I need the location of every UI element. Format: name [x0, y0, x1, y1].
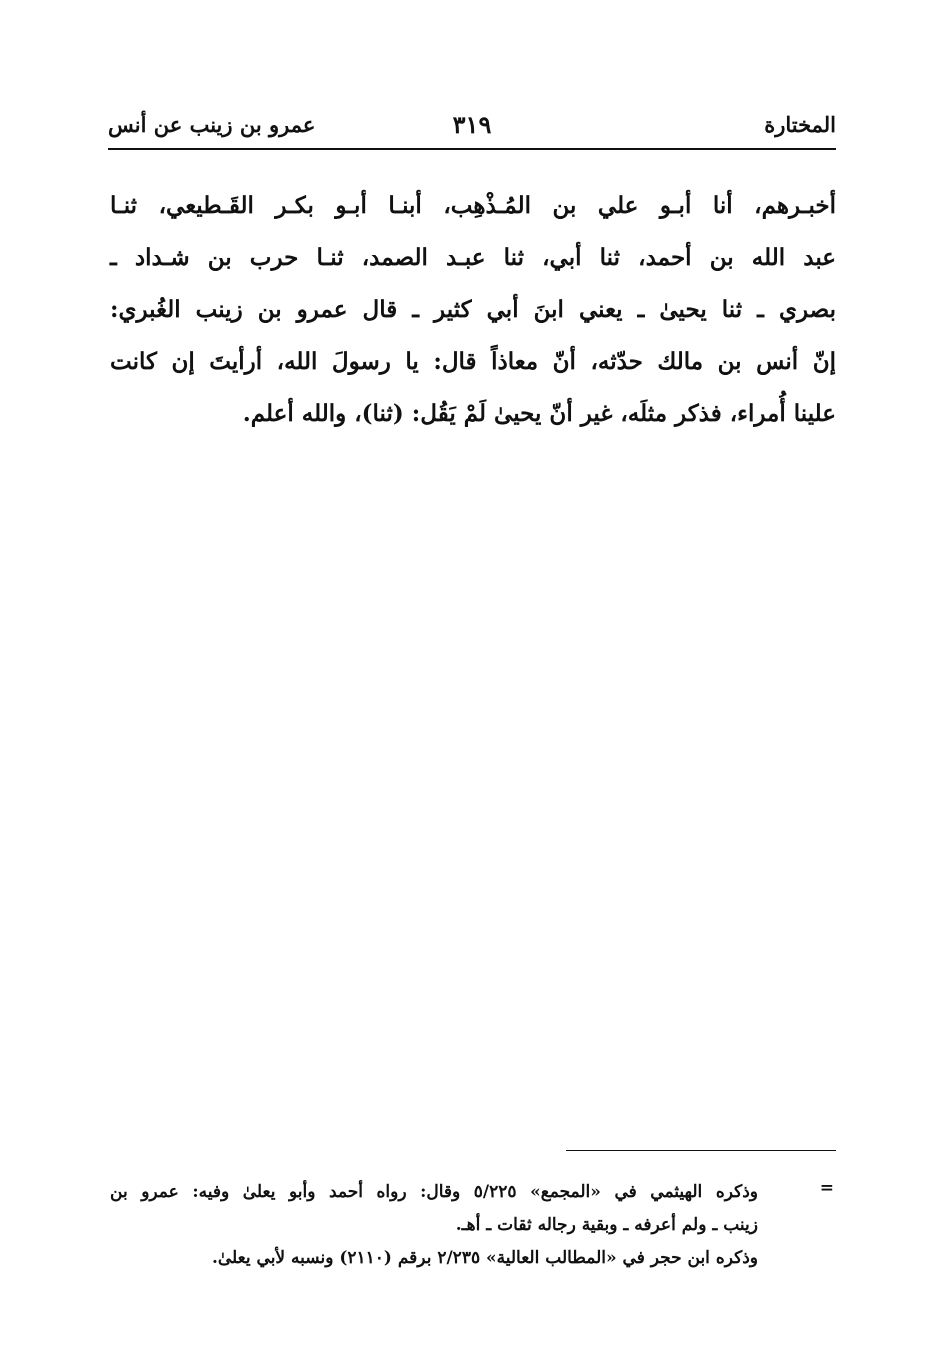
footnote-divider — [566, 1150, 836, 1151]
text-line: علينا أُمراء، فذكر مثلَه، غير أنّ يحيىٰ لَمْ يَقُل: (ثنا)، والله أعلم. — [242, 400, 836, 427]
text-line: عبد الله بن أحمد، ثنا أبي، ثنا عبـد الصمد، ثنـا حرب بن شـداد ـ — [110, 244, 836, 271]
text-line: بصري ـ ثنا يحيىٰ ـ يعني ابنَ أبي كثير ـ قال عمرو بن زينب الغُبري: — [110, 296, 836, 323]
header-divider — [108, 148, 836, 150]
book-title: المختارة — [764, 112, 836, 137]
page-number: ٣١٩ — [452, 110, 492, 139]
footnote-line: وذكره الهيثمي في «المجمع» ٥/٢٢٥ وقال: رواه أحمد وأبو يعلىٰ وفيه: عمرو بن — [110, 1182, 758, 1202]
text-line: إنّ أنس بن مالك حدّثه، أنّ معاذاً قال: يا رسولَ الله، أرأيتَ إن كانت — [110, 348, 836, 375]
footnote-body — [110, 1176, 758, 1275]
footnotes-block — [110, 1176, 836, 1275]
footnote-line: وذكره ابن حجر في «المطالب العالية» ٢/٢٣٥ برقم (٢١١٠) ونسبه لأبي يعلىٰ. — [211, 1248, 758, 1268]
running-header — [108, 106, 836, 146]
main-text-block — [110, 180, 836, 440]
chapter-title: عمرو بن زينب عن أنس — [108, 112, 316, 137]
text-line: أخبـرهم، أنا أبـو علي بن المُـذْهِب، أبنـا أبـو بكـر القَـطيعي، ثنـا — [110, 192, 836, 219]
footnote-line: زينب ـ ولم أعرفه ـ وبقية رجاله ثقات ـ أهـ. — [455, 1215, 758, 1235]
footnote-continuation-marker: = — [819, 1178, 834, 1198]
